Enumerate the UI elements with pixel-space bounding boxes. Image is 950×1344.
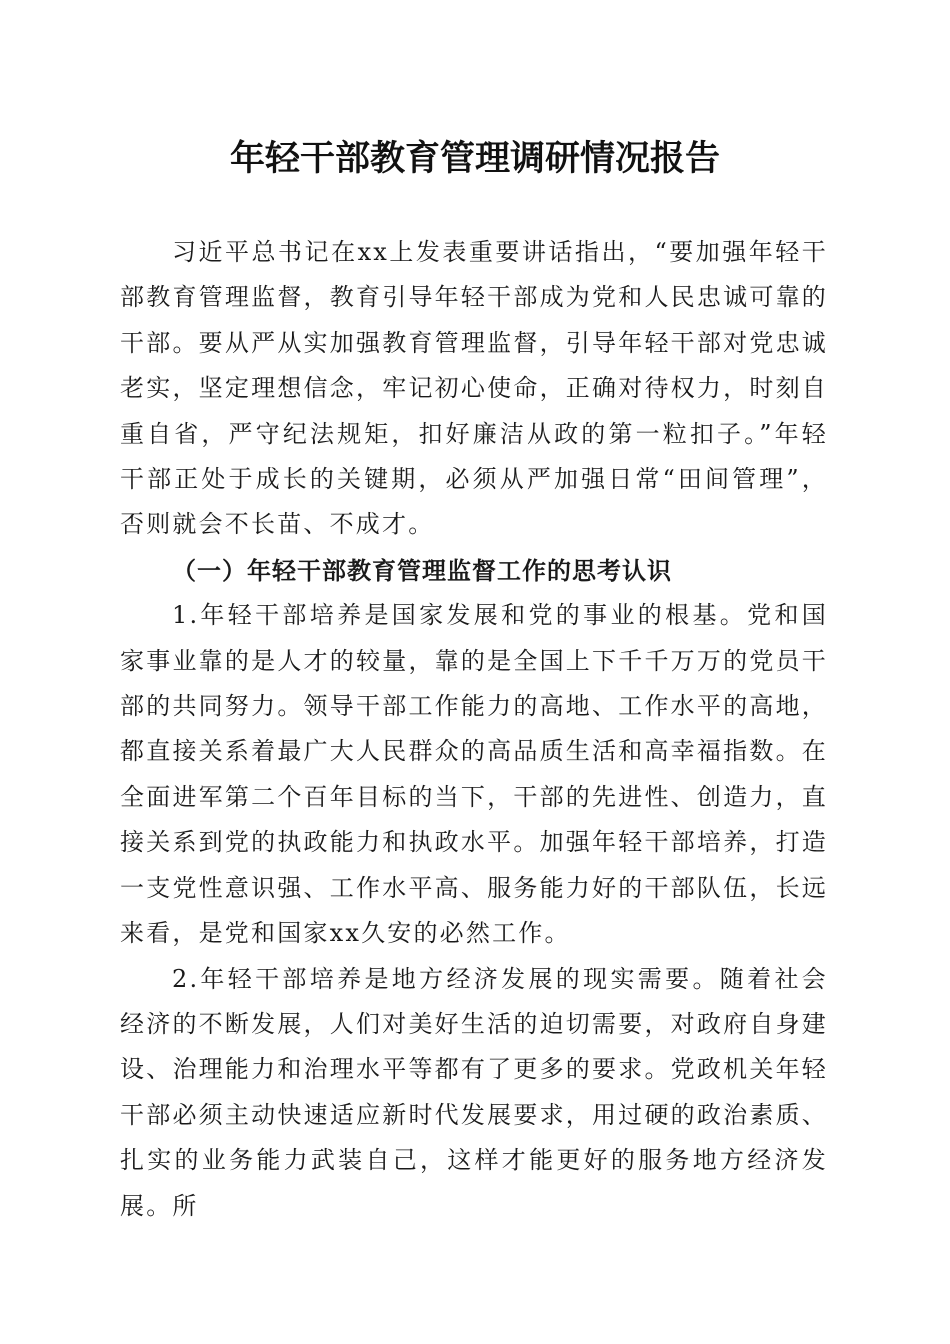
intro-paragraph: 习近平总书记在xx上发表重要讲话指出，“要加强年轻干部教育管理监督，教育引导年轻干部成为党和人民忠诚可靠的干部。要从严从实加强教育管理监督，引导年轻干部对党忠诚老实，坚定理想信念，牢记初心使命，正确对待权力，时刻自重自省，严守纪法规矩，扣好廉洁从政的第一粒扣子。”年轻干部正处于成长的关键期，必须从严加强日常“田间管理”，否则就会不长苗、不成才。 [120, 238, 828, 539]
document-body [120, 230, 828, 1229]
section-heading: （一）年轻干部教育管理监督工作的思考认识 [172, 555, 672, 585]
document-title: 年轻干部教育管理调研情况报告 [229, 138, 720, 179]
point-2-paragraph: 2.年轻干部培养是地方经济发展的现实需要。随着社会经济的不断发展，人们对美好生活的迫切需要，对政府自身建设、治理能力和治理水平等都有了更多的要求。党政机关年轻干部必须主动快速适应新时代发展要求，用过硬的政治素质、扎实的业务能力武装自己，这样才能更好的服务地方经济发展。所 [120, 964, 828, 1220]
point-1-paragraph: 1.年轻干部培养是国家发展和党的事业的根基。党和国家事业靠的是人才的较量，靠的是全国上下千千万万的党员干部的共同努力。领导干部工作能力的高地、工作水平的高地，都直接关系着最广大人民群众的高品质生活和高幸福指数。在全面进军第二个百年目标的当下，干部的先进性、创造力，直接关系到党的执政能力和执政水平。加强年轻干部培养，打造一支党性意识强、工作水平高、服务能力好的干部队伍，长远来看，是党和国家xx久安的必然工作。 [120, 601, 828, 948]
